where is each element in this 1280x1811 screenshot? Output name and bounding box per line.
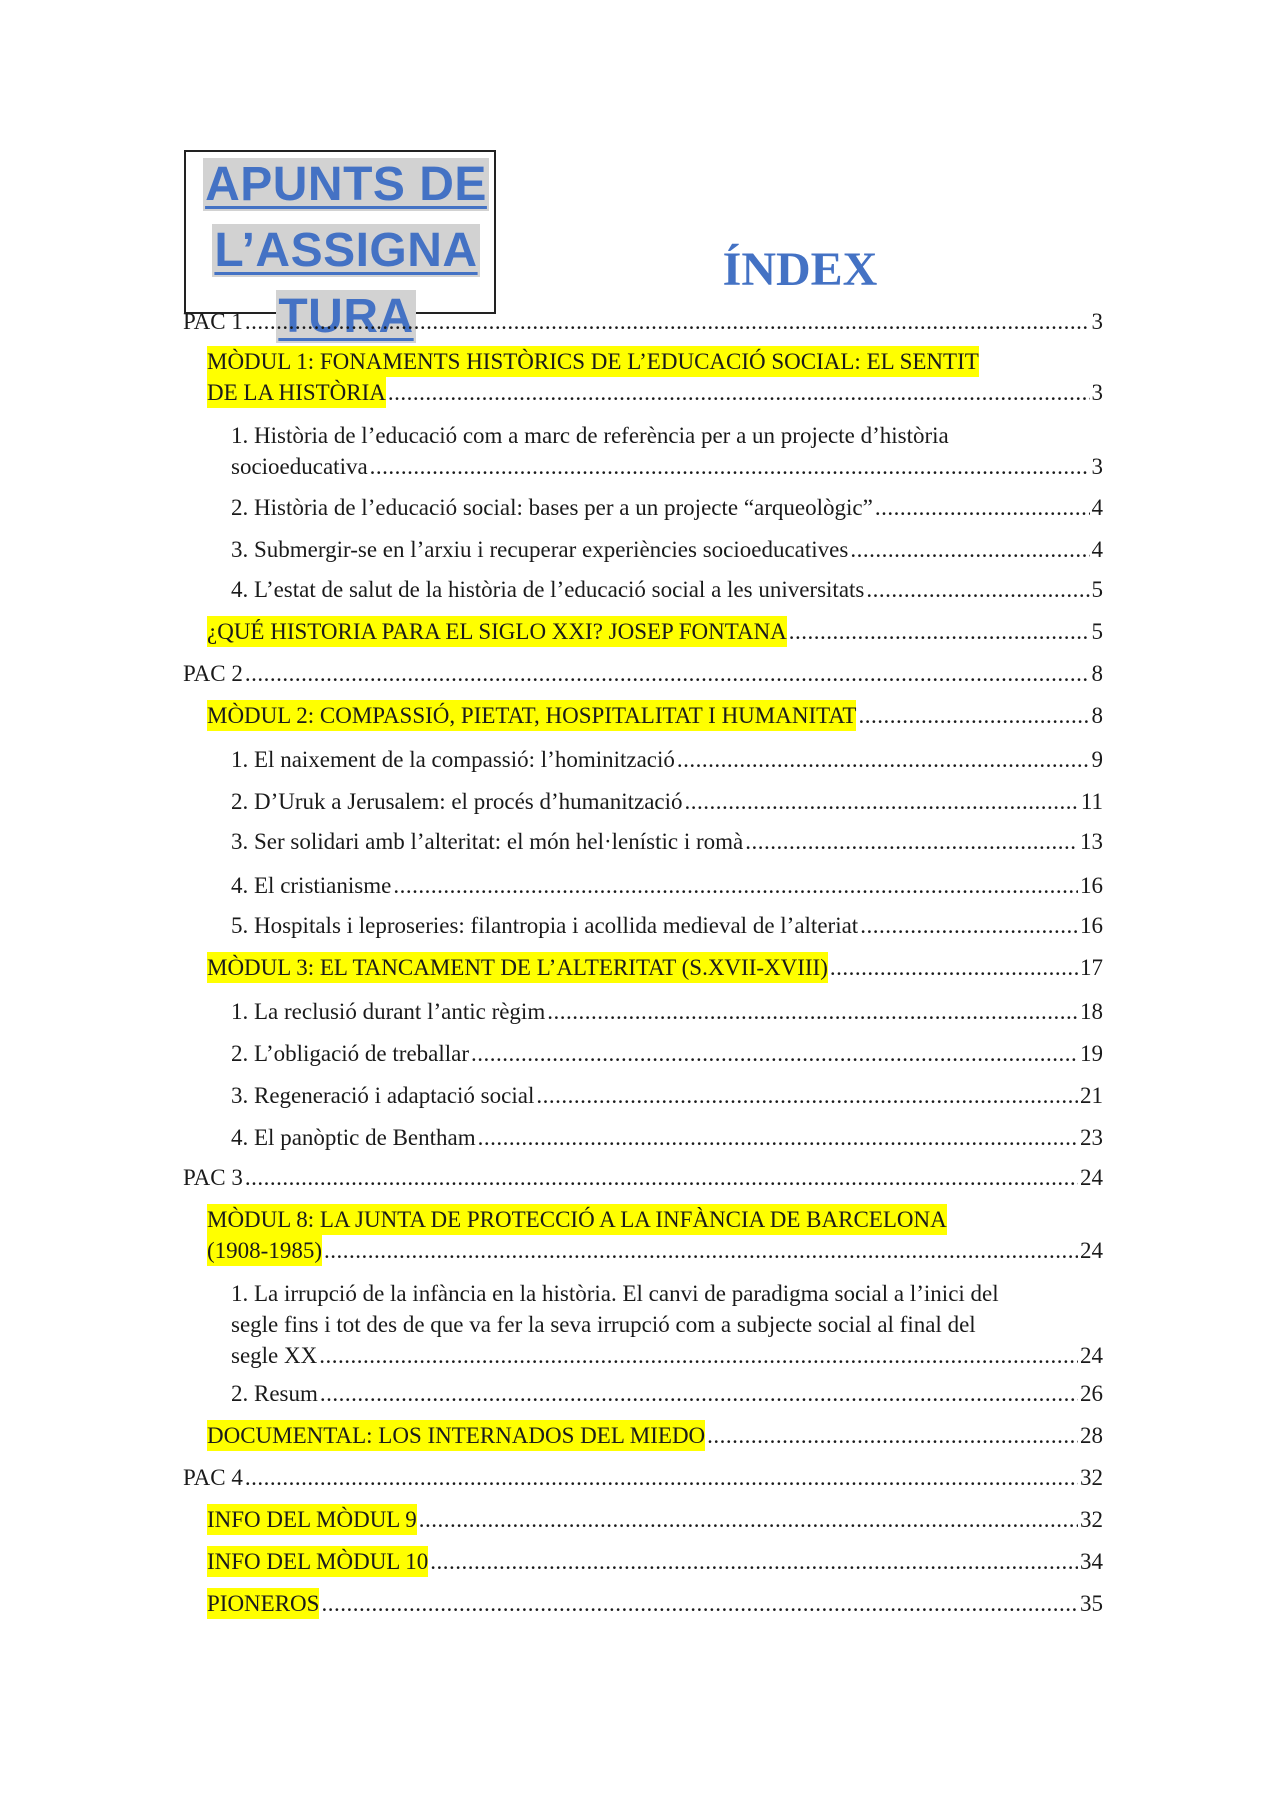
toc-page-number: 3 xyxy=(1091,380,1103,405)
toc-leader-dots xyxy=(419,1504,1078,1535)
toc-entry[interactable] xyxy=(183,1462,1103,1493)
toc-leader-dots xyxy=(707,1420,1078,1451)
toc-entry-text: MÒDUL 3: EL TANCAMENT DE L’ALTERITAT (S.XVII-XVIII) xyxy=(207,952,828,983)
toc-entry[interactable] xyxy=(231,420,1103,482)
toc-leader-dots xyxy=(370,451,1090,482)
toc-entry-text: PAC 1 xyxy=(183,309,243,334)
toc-leader-dots xyxy=(245,1462,1078,1493)
toc-entry-text: 2. Resum xyxy=(231,1381,318,1406)
toc-page-number: 32 xyxy=(1080,1465,1103,1490)
toc-leader-dots xyxy=(319,1340,1078,1371)
toc-entry[interactable] xyxy=(207,346,1103,408)
toc-leader-dots xyxy=(860,910,1078,941)
toc-entry-text: segle fins i tot des de que va fer la seva irrupció com a subjecte social al final del xyxy=(231,1312,976,1337)
toc-leader-dots xyxy=(830,952,1078,983)
toc-entry[interactable] xyxy=(231,534,1103,565)
toc-entry-text: PAC 2 xyxy=(183,661,243,686)
toc-entry-text: 2. Història de l’educació social: bases per a un projecte “arqueològic” xyxy=(231,495,873,520)
toc-leader-dots xyxy=(478,1122,1078,1153)
toc-entry[interactable] xyxy=(231,744,1103,775)
toc-entry[interactable] xyxy=(207,700,1103,731)
toc-entry-text: 1. La reclusió durant l’antic règim xyxy=(231,999,546,1024)
toc-leader-dots xyxy=(789,616,1090,647)
toc-leader-dots xyxy=(858,700,1089,731)
toc-entry-text: INFO DEL MÒDUL 9 xyxy=(207,1504,417,1535)
toc-entry-text: MÒDUL 8: LA JUNTA DE PROTECCIÓ A LA INFÀNCIA DE BARCELONA xyxy=(207,1204,947,1235)
toc-leader-dots xyxy=(866,574,1089,605)
toc-page-number: 32 xyxy=(1080,1507,1103,1532)
toc-page-number: 5 xyxy=(1091,619,1103,644)
toc-entry-text: 2. D’Uruk a Jerusalem: el procés d’humanització xyxy=(231,789,683,814)
toc-entry[interactable] xyxy=(207,1546,1103,1577)
toc-entry[interactable] xyxy=(183,306,1103,337)
toc-entry-text: PAC 4 xyxy=(183,1465,243,1490)
toc-page-number: 26 xyxy=(1080,1381,1103,1406)
index-heading: ÍNDEX xyxy=(722,243,878,296)
toc-entry-text: segle XX xyxy=(231,1343,318,1368)
toc-page-number: 5 xyxy=(1091,577,1103,602)
toc-page-number: 4 xyxy=(1091,537,1103,562)
toc-entry-text: DOCUMENTAL: LOS INTERNADOS DEL MIEDO xyxy=(207,1420,705,1451)
toc-page-number: 16 xyxy=(1080,913,1103,938)
toc-leader-dots xyxy=(245,1162,1078,1193)
toc-entry[interactable] xyxy=(207,1504,1103,1535)
toc-leader-dots xyxy=(536,1080,1078,1111)
toc-page-number: 24 xyxy=(1080,1165,1103,1190)
toc-page-number: 28 xyxy=(1080,1423,1103,1448)
toc-page-number: 9 xyxy=(1091,747,1103,772)
toc-leader-dots xyxy=(388,377,1090,408)
toc-entry-text: 5. Hospitals i leproseries: filantropia i acollida medieval de l’alteriat xyxy=(231,913,859,938)
toc-entry[interactable] xyxy=(231,1122,1103,1153)
toc-leader-dots xyxy=(321,1588,1078,1619)
toc-page-number: 13 xyxy=(1080,829,1103,854)
toc-leader-dots xyxy=(677,744,1090,775)
toc-entry-text: 2. L’obligació de treballar xyxy=(231,1041,470,1066)
toc-entry[interactable] xyxy=(207,952,1103,983)
toc-entry[interactable] xyxy=(207,616,1103,647)
toc-entry-text: 3. Ser solidari amb l’alteritat: el món hel·lenístic i romà xyxy=(231,829,744,854)
toc-page-number: 3 xyxy=(1091,454,1103,479)
toc-page-number: 8 xyxy=(1091,661,1103,686)
toc-entry[interactable] xyxy=(231,870,1103,901)
toc-leader-dots xyxy=(850,534,1089,565)
toc-page-number: 21 xyxy=(1080,1083,1103,1108)
toc-leader-dots xyxy=(471,1038,1078,1069)
toc-page-number: 8 xyxy=(1091,703,1103,728)
toc-entry-text: 4. L’estat de salut de la història de l’educació social a les universitats xyxy=(231,577,865,602)
toc-entry[interactable] xyxy=(231,996,1103,1027)
toc-leader-dots xyxy=(745,826,1078,857)
toc-page-number: 19 xyxy=(1080,1041,1103,1066)
toc-entry[interactable] xyxy=(183,1162,1103,1193)
toc-page-number: 23 xyxy=(1080,1125,1103,1150)
toc-entry[interactable] xyxy=(231,1278,1103,1371)
toc-entry-text: socioeducativa xyxy=(231,454,368,479)
toc-entry-text: 3. Submergir-se en l’arxiu i recuperar experiències socioeducatives xyxy=(231,537,849,562)
toc-entry-text: PAC 3 xyxy=(183,1165,243,1190)
toc-entry-text: PIONEROS xyxy=(207,1588,319,1619)
toc-entry-text: 1. La irrupció de la infància en la història. El canvi de paradigma social a l’inici del xyxy=(231,1281,999,1306)
toc-entry[interactable] xyxy=(231,492,1103,523)
toc-entry-text: MÒDUL 1: FONAMENTS HISTÒRICS DE L’EDUCACIÓ SOCIAL: EL SENTIT xyxy=(207,346,979,377)
toc-leader-dots xyxy=(393,870,1078,901)
toc-entry-text: 4. El panòptic de Bentham xyxy=(231,1125,476,1150)
toc-entry[interactable] xyxy=(207,1588,1103,1619)
toc-leader-dots xyxy=(245,306,1090,337)
toc-entry[interactable] xyxy=(231,1038,1103,1069)
toc-entry-text: 4. El cristianisme xyxy=(231,873,392,898)
toc-entry[interactable] xyxy=(207,1204,1103,1266)
toc-page-number: 11 xyxy=(1080,789,1103,814)
toc-page-number: 24 xyxy=(1080,1238,1103,1263)
toc-entry[interactable] xyxy=(183,658,1103,689)
toc-entry-text: MÒDUL 2: COMPASSIÓ, PIETAT, HOSPITALITAT I HUMANITAT xyxy=(207,700,856,731)
toc-entry[interactable] xyxy=(231,910,1103,941)
toc-leader-dots xyxy=(245,658,1090,689)
toc-entry-text: 1. Història de l’educació com a marc de referència per a un projecte d’història xyxy=(231,423,949,448)
toc-entry[interactable] xyxy=(231,1378,1103,1409)
toc-entry-text: 1. El naixement de la compassió: l’hominització xyxy=(231,747,675,772)
toc-entry-text: INFO DEL MÒDUL 10 xyxy=(207,1546,428,1577)
toc-entry[interactable] xyxy=(231,1080,1103,1111)
toc-page-number: 18 xyxy=(1080,999,1103,1024)
toc-entry-text: ¿QUÉ HISTORIA PARA EL SIGLO XXI? JOSEP FONTANA xyxy=(207,616,787,647)
toc-page-number: 17 xyxy=(1080,955,1103,980)
toc-page-number: 4 xyxy=(1091,495,1103,520)
toc-entry[interactable] xyxy=(231,786,1103,817)
toc-page-number: 3 xyxy=(1091,309,1103,334)
toc-page-number: 35 xyxy=(1080,1591,1103,1616)
toc-leader-dots xyxy=(875,492,1090,523)
toc-leader-dots xyxy=(547,996,1078,1027)
toc-page-number: 24 xyxy=(1080,1343,1103,1368)
toc-entry-text: DE LA HISTÒRIA xyxy=(207,377,386,408)
toc-entry[interactable] xyxy=(207,1420,1103,1451)
toc-leader-dots xyxy=(324,1235,1078,1266)
title-line-3: TURA xyxy=(278,290,414,343)
toc-entry-text: (1908-1985) xyxy=(207,1235,322,1266)
toc-entry[interactable] xyxy=(231,826,1103,857)
toc-leader-dots xyxy=(430,1546,1078,1577)
toc-page-number: 16 xyxy=(1080,873,1103,898)
toc-entry[interactable] xyxy=(231,574,1103,605)
toc-entry-text: 3. Regeneració i adaptació social xyxy=(231,1083,535,1108)
toc-leader-dots xyxy=(685,786,1079,817)
toc-leader-dots xyxy=(320,1378,1078,1409)
title-line-2: L’ASSIGNA xyxy=(214,224,478,277)
title-line-1: APUNTS DE xyxy=(205,158,487,211)
toc-page-number: 34 xyxy=(1080,1549,1103,1574)
